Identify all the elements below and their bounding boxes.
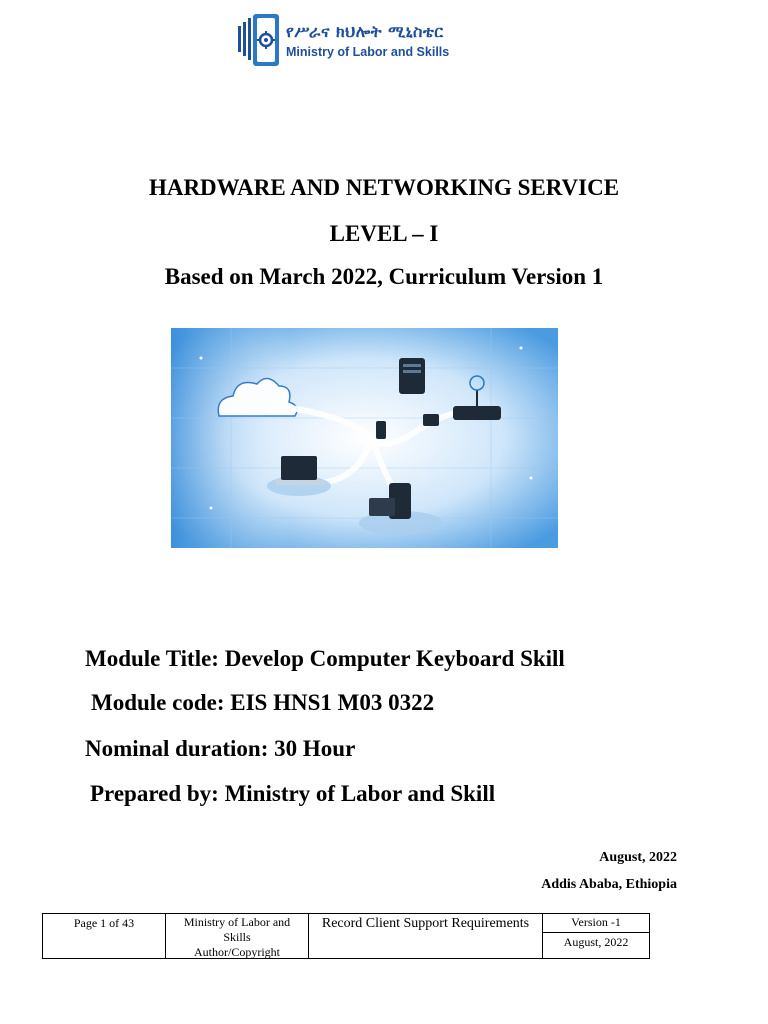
footer-document-title: Record Client Support Requirements — [309, 914, 543, 958]
footer-table — [42, 913, 650, 959]
footer-version-block — [543, 914, 649, 958]
curriculum-version: Based on March 2022, Curriculum Version 1 — [164, 264, 604, 289]
module-code: Module code: EIS HNS1 M03 0322 — [91, 690, 435, 715]
logo-english-text: Ministry of Labor and Skills — [286, 45, 450, 59]
prepared-by: Prepared by: Ministry of Labor and Skill — [90, 781, 496, 806]
footer-organization — [166, 914, 309, 958]
publication-date: August, 2022 — [599, 850, 677, 865]
publication-place: Addis Ababa, Ethiopia — [541, 877, 677, 892]
footer-page-number: Page 1 of 43 — [43, 914, 166, 958]
footer-date: August, 2022 — [563, 935, 629, 949]
footer-copyright: Author/Copyright — [194, 945, 280, 959]
footer-org-line: Ministry of Labor and — [183, 915, 291, 929]
module-title: Module Title: Develop Computer Keyboard Skill — [85, 646, 565, 671]
network-illustration — [171, 328, 558, 548]
nominal-duration: Nominal duration: 30 Hour — [85, 736, 356, 761]
ministry-emblem-icon — [236, 14, 282, 66]
footer-version: Version -1 — [543, 914, 649, 933]
logo-amharic-text: የሥራና ክህሎት ሚኒስቴር — [286, 22, 444, 41]
document-title: HARDWARE AND NETWORKING SERVICE — [148, 175, 620, 200]
footer-org-line: Skills — [223, 930, 251, 944]
document-level: LEVEL – I — [329, 221, 439, 246]
ministry-logo — [236, 12, 450, 68]
